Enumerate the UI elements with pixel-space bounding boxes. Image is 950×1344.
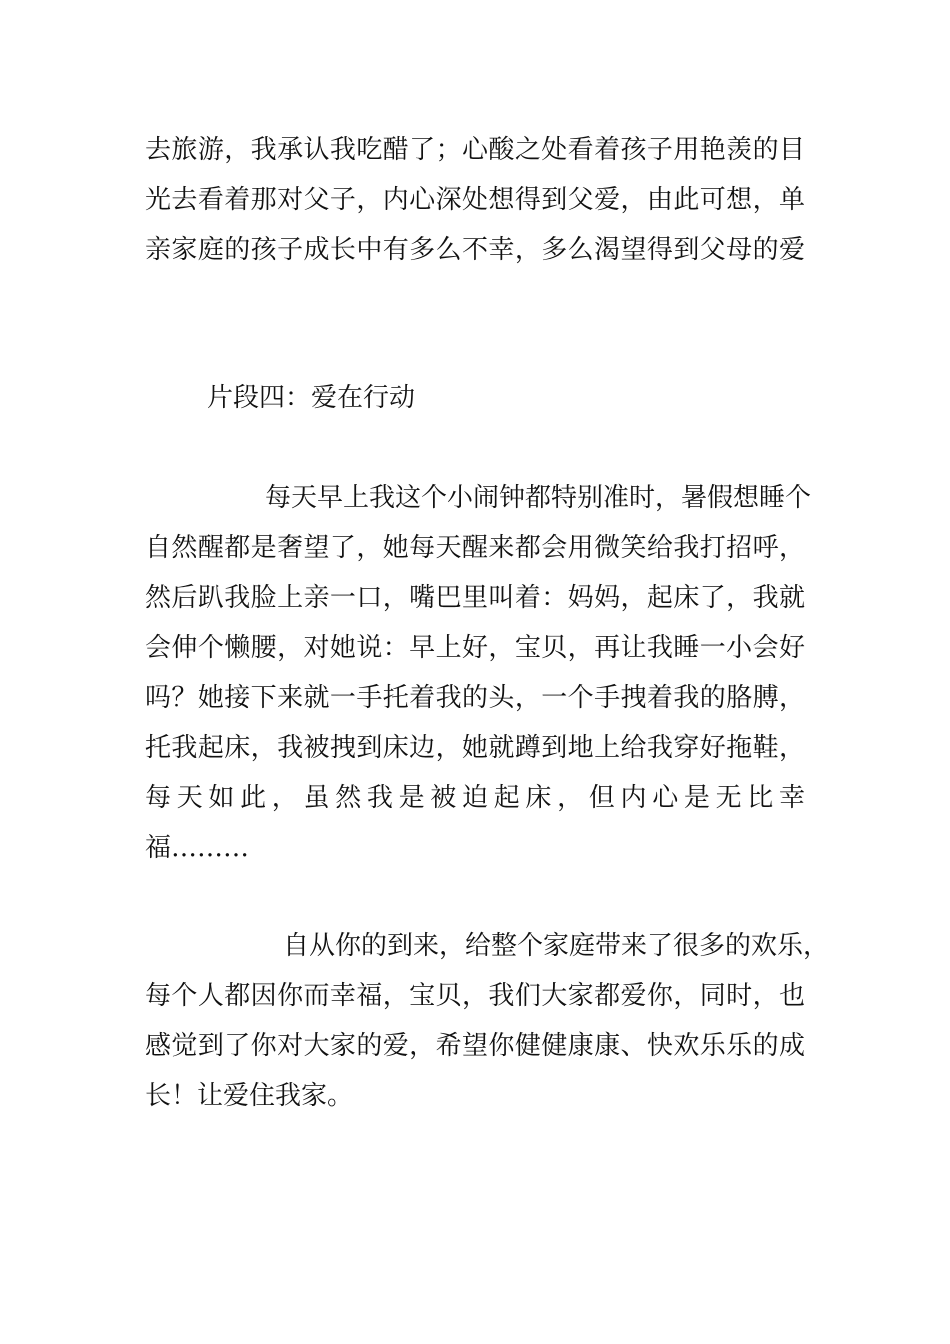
paragraph-2-line-1: 每天早上我这个小闹钟都特别准时，暑假想睡个 (265, 483, 812, 513)
paragraph-1-line-3: 亲家庭的孩子成长中有多么不幸，多么渴望得到父母的爱 (145, 235, 805, 265)
paragraph-2-line-6: 托我起床，我被拽到床边，她就蹲到地上给我穿好拖鞋， (145, 733, 805, 763)
paragraph-2-line-4: 会伸个懒腰，对她说：早上好，宝贝，再让我睡一小会好 (145, 633, 805, 663)
paragraph-2-line-5: 吗？她接下来就一手托着我的头，一个手拽着我的胳膊， (145, 683, 805, 713)
paragraph-3-line-4: 长！让爱住我家。 (145, 1081, 354, 1111)
paragraph-2-line-3: 然后趴我脸上亲一口，嘴巴里叫着：妈妈，起床了，我就 (145, 583, 805, 613)
paragraph-3-line-3: 感觉到了你对大家的爱，希望你健健康康、快欢乐乐的成 (145, 1031, 805, 1061)
paragraph-2-line-2: 自然醒都是奢望了，她每天醒来都会用微笑给我打招呼， (145, 533, 805, 563)
paragraph-2-line-8: 福……… (145, 833, 250, 863)
section-heading: 片段四：爱在行动 (207, 383, 416, 413)
paragraph-3-line-1: 自从你的到来，给整个家庭带来了很多的欢乐， (283, 931, 830, 961)
paragraph-2-line-7: 每天如此，虽然我是被迫起床，但内心是无比幸 (145, 783, 805, 813)
paragraph-1-line-1: 去旅游，我承认我吃醋了；心酸之处看着孩子用艳羡的目 (145, 135, 805, 165)
paragraph-1-line-2: 光去看着那对父子，内心深处想得到父爱，由此可想，单 (145, 185, 805, 215)
paragraph-3-line-2: 每个人都因你而幸福，宝贝，我们大家都爱你，同时，也 (145, 981, 805, 1011)
